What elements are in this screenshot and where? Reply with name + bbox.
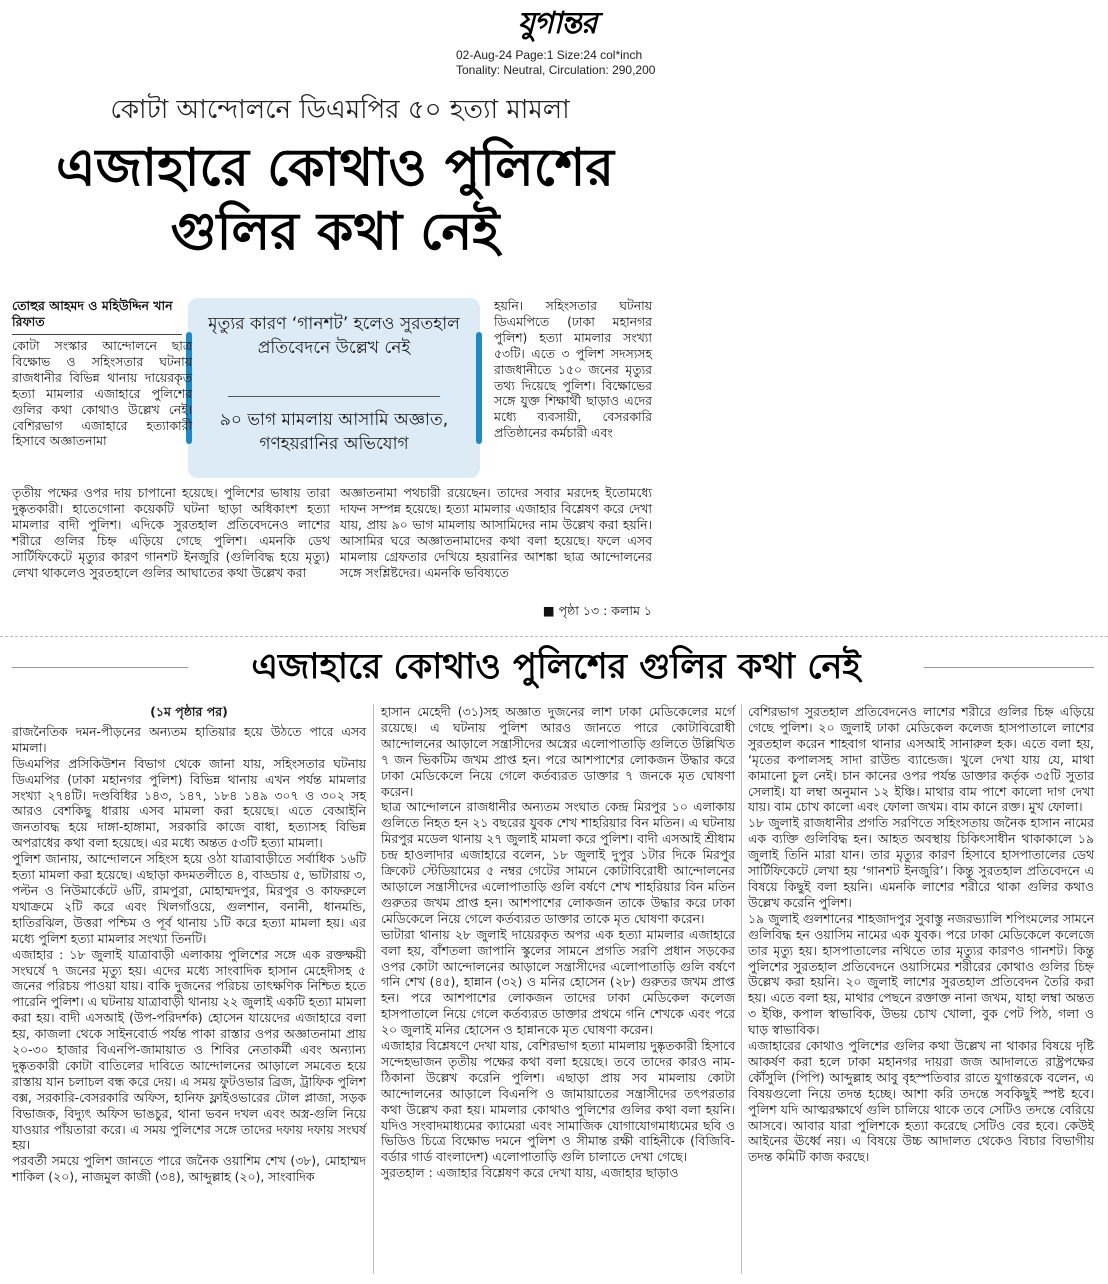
column-divider (373, 704, 374, 1274)
byline: তোহুর আহমদ ও মহিউদ্দিন খান রিফাত (12, 298, 173, 329)
continuation-column-3 (748, 704, 1094, 1165)
continuation-column-2 (381, 704, 735, 1181)
continuation-rule-right (924, 667, 1094, 668)
paragraph: ১৮ জুলাই রাজধানীর প্রগতি সরণিতে সহিংসতায় জনৈক হাসান নামের এক ব্যক্তি গুলিবিদ্ধ হন। আহত অবস্থায় চিকিৎসাধীন থাকাকালে ১৯ জুলাই তিনি মারা যান। তার মৃত্যুর কারণ হিসাবে হাসপাতালের ডেথ সার্টিফিকেটে লেখা হয় ‘গানশট ইনজুরি’। কিন্তু সুরতহাল প্রতিবেদনে এ বিষয়ে কিছুই বলা হয়নি। এমনকি লাশের শরীরে থাকা গুলির কথাও উল্লেখ করেনি পুলিশ। (748, 815, 1094, 910)
paragraph: এজাহারের কোথাও পুলিশের গুলির কথা উল্লেখ না থাকার বিষয়ে দৃষ্টি আকর্ষণ করা হলে ঢাকা মহানগর দায়রা জজ আদালতে রাষ্ট্রপক্ষের কৌঁসুলি (পিপি) আব্দুল্লাহ আবু বৃহস্পতিবার রাতে যুগান্তরকে বলেন, এ বিষয়গুলো নিয়ে তদন্ত হচ্ছে। আশা করি তদন্তে সবকিছুই স্পষ্ট হবে। পুলিশ যদি আত্মরক্ষার্থে গুলি চালিয়ে থাকে তবে সেটিও তদন্তে বেরিয়ে আসবে। আবার যারা পুলিশকে হত্যা করেছে সেটিও বের হবে। কেউই আইনের ঊর্ধ্বে নয়। এ বিষয়ে উচ্চ আদালত থেকেও বিচার বিভাগীয় তদন্ত কমিটি কাজ করছে। (748, 1038, 1094, 1165)
pull-quote-divider (228, 396, 440, 397)
pull-quote-2: ৯০ ভাগ মামলায় আসামি অজ্ঞাত, গণহয়রানির অভিযোগ (219, 410, 449, 454)
newspaper-masthead: যুগান্তর (517, 6, 597, 41)
paragraph: পরবর্তী সময়ে পুলিশ জানতে পারে জনৈক ওয়াশিম শেখ (৩৮), মোহাম্মদ শাকিল (২০), নাজমুল কাজী (৩৪), আব্দুল্লাহ (২০), সাংবাদিক (12, 1153, 366, 1185)
front-column-wide-left: তৃতীয় পক্ষের ওপর দায় চাপানো হয়েছে। পুলিশের ভাষায় তারা দুষ্কৃতকারী। হাতেগোনা কয়েকটি ঘটনা ছাড়া অধিকাংশ হত্যা মামলার বাদী পুলিশ। এদিকে সুরতহাল প্রতিবেদনেও লাশের শরীরে গুলির চিহ্ন এড়িয়ে গেছে পুলিশ। এমনকি ডেথ সার্টিফিকেটে মৃত্যুর কারণ গানশট ইনজুরি (গুলিবিদ্ধ হয়ে মৃত্যু) লেখা থাকলেও সুরতহালে গুলির আঘাতের কথা উল্লেখ করা (12, 485, 330, 580)
pull-quote-box (188, 298, 480, 478)
paragraph: বেশিরভাগ সুরতহাল প্রতিবেদনেও লাশের শরীরে গুলির চিহ্ন এড়িয়ে গেছে পুলিশ। ২০ জুলাই ঢাকা মেডিকেল কলেজ হাসপাতালে লাশের সুরতহাল করেন শাহবাগ থানার এসআই সানারুল হক। এতে বলা হয়, ‘মৃতের কপালসহ সাদা রাউন্ড ব্যান্ডেজ। খুলে দেখা যায় যে, মাথা কামানো চুল নেই। চান কানের ওপর পর্যন্ত ডাক্তার কর্তৃক ৩৫টি সুতার সেলাই। যা লম্বা অনুমান ১২ ইঞ্চি। মাথার বাম পাশে কালো দাগ দেখা যায়। বাম চোখ কালো এবং ফোলা জখম। বাম কানে রক্ত। মুখ ফোলা। (748, 704, 1094, 815)
front-column-wide-right: অজ্ঞাতনামা পথচারী রয়েছেন। তাদের সবার মরদেহ ইতোমধ্যে দাফন সম্পন্ন হয়েছে। হত্যা মামলার এজাহার বিশ্লেষণ করে দেখা যায়, প্রায় ৯০ ভাগ মামলায় আসামিদের নাম উল্লেখ করা হয়নি। আসামির ঘরে অজ্ঞাতনামাদের কথা বলা হয়েছে। ফলে এসব মামলায় গ্রেফতার দেখিয়ে হয়রানির আশঙ্কা ছাত্র আন্দোলনের সঙ্গে সংশ্লিষ্টদের। এমনকি ভবিষ্যতে (340, 485, 652, 580)
front-column-left: কোটা সংস্কার আন্দোলনে ছাত্র বিক্ষোভ ও সহিংসতার ঘটনায় রাজধানীর বিভিন্ন থানায় দায়েরকৃত হত্যা মামলার এজাহারে পুলিশের গুলির কথা কোথাও উল্লেখ নেই। বেশিরভাগ এজাহারে হত্যাকারী হিসাবে অজ্ঞাতনামা (12, 338, 192, 449)
continuation-headline: এজাহারে কোথাও পুলিশের গুলির কথা নেই (251, 647, 861, 687)
paragraph: এজাহার বিশ্লেষণে দেখা যায়, বেশিরভাগ হত্যা মামলায় দুষ্কৃতকারী হিসাবে সন্দেহভাজন তৃতীয় পক্ষের কথা বলা হয়েছে। তবে তাদের কারও নাম-ঠিকানা উল্লেখ করেনি পুলিশ। এছাড়া প্রায় সব মামলায় কোটা আন্দোলনের আড়ালে বিএনপি ও জামায়াতের সন্ত্রাসীদের তৎপরতার কথা উল্লেখ করা হয়। মামলার কোথাও পুলিশের গুলির কথা বলা হয়নি। যদিও সংবাদমাধ্যমের ক্যামেরা এবং সামাজিক যোগাযোগমাধ্যমের ছবি ও ভিডিও চিত্রে বিক্ষোভ দমনে পুলিশ ও সীমান্ত রক্ষী বাহিনীকে (বিজিবি-বর্ডার গার্ড বাংলাদেশ) এলোপাতাড়ি গুলি চালাতে দেখা গেছে। (381, 1038, 735, 1165)
paragraph: সুরতহাল : এজাহার বিশ্লেষণ করে দেখা যায়, এজাহার ছাড়াও (381, 1165, 679, 1181)
paragraph: হাসান মেহেদী (৩১)সহ অজ্ঞাত দুজনের লাশ ঢাকা মেডিকেলের মর্গে রয়েছে। এ ঘটনায় পুলিশ আরও জানতে পারে কোটাবিরোধী আন্দোলনের আড়ালে সন্ত্রাসীদের অস্ত্রের এলোপাতাড়ি গুলিতে উল্লিখিত ৭ জন ভিকটিম জখম প্রাপ্ত হন। পরে আশপাশের লোকজন উদ্ধার করে ঢাকা মেডিকেলে নিয়ে গেলে কর্তব্যরত ডাক্তার ৭ জনকে মৃত ঘোষণা করেন। (381, 704, 735, 799)
pull-quote-accent-right (476, 332, 482, 444)
clipping-meta-tonality: Tonality: Neutral, Circulation: 290,200 (456, 63, 656, 77)
front-column-right: হয়নি। সহিংসতার ঘটনায় ডিএমপিতে (ঢাকা মহানগর পুলিশ) হত্যা মামলার সংখ্যা ৫৩টি। এতে ৩ পুলিশ সদস্যসহ রাজধানীতে ১৫০ জনের মৃত্যুর তথ্য দিয়েছে পুলিশ। বিক্ষোভের সঙ্গে যুক্ত শিক্ষার্থী ছাড়াও এদের মধ্যে ব্যবসায়ী, বেসরকারি প্রতিষ্ঠানের কর্মচারী এবং (494, 298, 652, 441)
paragraph: ডিএমপির প্রসিকিউশন বিভাগ থেকে জানা যায়, সহিংসতার ঘটনায় ডিএমপির (ঢাকা মহানগর পুলিশ) বিভিন্ন থানায় এখন পর্যন্ত মামলার সংখ্যা ২৭৪টি। দণ্ডবিধির ১৪৩, ১৪৭, ১৮৪ ১৪৯ ৩০৭ ও ৩০২ সহ আরও বেশকিছু ধারায় এসব মামলা করা হয়েছে। এতে বেআইনি জনতাবদ্ধ হয়ে দাঙ্গা-হাঙ্গামা, সরকারি কাজে বাধা, হত্যাসহ বিভিন্ন অপরাধের কথা বলা হয়েছে। এর মধ্যে অন্তত ৫৩টি হত্যা মামলা। (12, 755, 366, 851)
continuation-label: (১ম পৃষ্ঠার পর) (150, 704, 228, 719)
headline-kicker: কোটা আন্দোলনে ডিএমপির ৫০ হত্যা মামলা (110, 95, 570, 125)
paragraph: পুলিশ জানায়, আন্দোলনে সহিংস হয়ে ওঠা যাত্রাবাড়ীতে সর্বাধিক ১৬টি হত্যা মামলা করা হয়েছে। এছাড়া কদমতলীতে ৪, বাড্ডায় ৫, ভাটারায় ৩, পল্টন ও নিউমার্কেটে ৬টি, রামপুরা, মোহাম্মদপুর, মিরপুর ও কাফরুলে যথাক্রমে ২টি করে এবং খিলগাঁওয়ে, গুলশান, বনানী, ধানমন্ডি, হাতিরঝিল, উত্তরা পশ্চিম ও পূর্ব থানায় ১টি করে হত্যা মামলা হয়। এর মধ্যে পুলিশ হত্যা মামলার সংখ্যা তিনটি। (12, 851, 366, 946)
continuation-rule-left (12, 667, 188, 668)
column-divider (741, 704, 742, 1274)
continuation-column-1 (12, 704, 366, 1185)
clipping-meta-date: 02-Aug-24 Page:1 Size:24 col*inch (456, 48, 643, 62)
jump-reference: ■ পৃষ্ঠা ১৩ : কলাম ১ (542, 603, 652, 618)
main-headline: এজাহারে কোথাও পুলিশের গুলির কথা নেই (55, 138, 615, 262)
clipping-separator (0, 636, 1108, 637)
paragraph: রাজনৈতিক দমন-পীড়নের অন্যতম হাতিয়ার হয়ে উঠতে পারে এসব মামলা। (12, 723, 366, 755)
paragraph: এজাহার : ১৮ জুলাই যাত্রাবাড়ী এলাকায় পুলিশের সঙ্গে এক রক্তক্ষয়ী সংঘর্ষে ৭ জনের মৃত্যু হয়। এদের মধ্যে সাংবাদিক হাসান মেহেদীসহ ৫ জনের পরিচয় পাওয়া যায়। বাকি দুজনের পরিচয় তাৎক্ষণিক নিশ্চিত হতে পারেনি পুলিশ। এ ঘটনায় যাত্রাবাড়ী থানায় ২২ জুলাই একটি হত্যা মামলা করা হয়। বাদী এসআই (উপ-পরিদর্শক) হোসেন যায়েদের এজাহারে বলা হয়, কাজলা থেকে সাইনবোর্ড পর্যন্ত পাকা রাস্তার ওপর অজ্ঞাতনামা প্রায় ২০-৩০ হাজার বিএনপি-জামায়াত ও শিবির নেতাকর্মী এবং অন্যান্য দুষ্কৃতকারী কোটা বাতিলের দাবিতে আন্দোলনের আড়ালে সমবেত হয়ে রাস্তায় যান চলাচল বন্ধ করে দেয়। এ সময় ফুটওভার ব্রিজ, ট্রাফিক পুলিশ বক্স, সরকারি-বেসরকারি অফিস, হানিফ ফ্লাইওভারের টোল প্লাজা, সড়ক বিভাজক, বিদ্যুৎ অফিস ভাঙচুর, থানা ভবন দখল এবং অস্ত্র-গুলি নিয়ে যাওয়ার পাঁয়তারা করে। এ সময় পুলিশের সঙ্গে তাদের দফায় দফায় সংঘর্ষ হয়। (12, 946, 366, 1153)
paragraph: ছাত্র আন্দোলনে রাজধানীর অন্যতম সংঘাত কেন্দ্র মিরপুর ১০ এলাকায় গুলিতে নিহত হন ২১ বছরের যুবক শেখ শাহরিয়ার বিন মতিন। এ ঘটনায় মিরপুর মডেল থানায় ২৭ জুলাই মামলা করে পুলিশ। বাদী এসআই শ্রীধাম চন্দ্র হাওলাদার এজাহারে বলেন, ১৮ জুলাই দুপুর ১টার দিকে মিরপুর ক্রিকেট স্টেডিয়ামের ৫ নম্বর গেটের সামনে কোটাবিরোধী আন্দোলনের আড়ালে সন্ত্রাসীদের এলোপাতাড়ি গুলি বর্ষণে শেখ শাহরিয়ার বিন মতিন গুরুতর জখম প্রাপ্ত হন। আশপাশের লোকজন তাকে উদ্ধার করে ঢাকা মেডিকেলে নিয়ে গেলে কর্তব্যরত ডাক্তার তাকে মৃত ঘোষণা করেন। (381, 799, 735, 926)
paragraph: ১৯ জুলাই গুলশানের শাহজাদপুর সুবাস্তু নজরভ্যালি শপিংমলের সামনে গুলিবিদ্ধ হন ওয়াসিম নামের এক যুবক। পরে ঢাকা মেডিকেলে কলেজে তার মৃত্যু হয়। হাসপাতালের নথিতে তার মৃত্যুর কারণও গানশট। কিন্তু পুলিশের সুরতহাল প্রতিবেদনে ওয়াসিমের শরীরের কোথাও গুলির চিহ্ন উল্লেখ করা হয়নি। ২০ জুলাই লাশের সুরতহাল প্রতিবেদন তৈরি করা হয়। এতে বলা হয়, মাথার পেছনে রক্তাক্ত নানা জখম, যাহা লম্বা অন্তত ৩ ইঞ্চি, কপাল স্বাভাবিক, উভয় চোখ খোলা, বুক পেট পিঠ, গলা ও ঘাড় স্বাভাবিক। (748, 910, 1094, 1038)
byline-divider (12, 334, 182, 335)
pull-quote-1: মৃত্যুর কারণ ‘গানশট’ হলেও সুরতহাল প্রতিবেদনে উল্লেখ নেই (208, 314, 460, 358)
paragraph: ভাটারা থানায় ২৮ জুলাই দায়েরকৃত অপর এক হত্যা মামলার এজাহারে বলা হয়, বাঁশতলা জাপানি স্কুলের সামনে প্রগতি সরণি প্রধান সড়কের ওপর কোটা আন্দোলনের আড়ালে সন্ত্রাসীদের এলোপাতাড়ি গুলি বর্ষণে গনি শেখ (৪৫), হান্নান (৩২) ও মনির হোসেন (২৮) গুরুতর জখম প্রাপ্ত হন। পরে আশপাশের লোকজন তাদের ঢাকা মেডিকেল কলেজ হাসপাতালে নিয়ে গেলে কর্তব্যরত ডাক্তার প্রথমে গনি শেখকে এবং পরে ২০ জুলাই মনির হোসেন ও হান্নানকে মৃত ঘোষণা করেন। (381, 926, 735, 1038)
